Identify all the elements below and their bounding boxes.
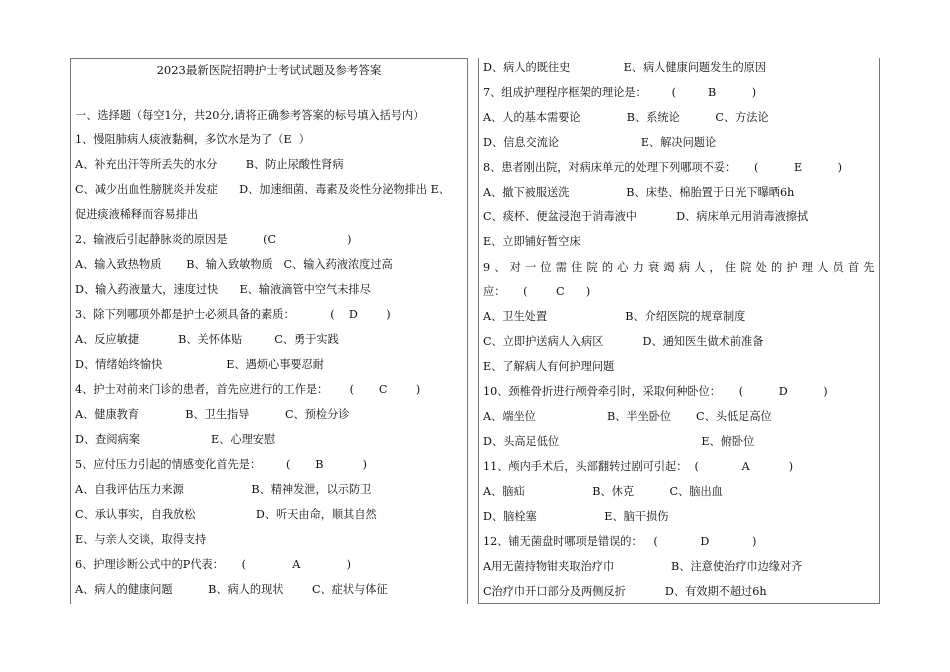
option-line: D、输入药液量大，速度过快 E、输液滴管中空气未排尽: [75, 283, 371, 296]
right-page-column: [478, 58, 880, 604]
option-line: D、脑栓塞 E、脑干损伤: [483, 510, 669, 523]
question-6: 6、护理诊断公式中的P代表： ( A ): [75, 558, 351, 571]
option-line: E、与亲人交谈，取得支持: [75, 533, 207, 546]
option-line: C、立即护送病人入病区 D、通知医生做术前准备: [483, 335, 764, 348]
option-line: A、健康教育 B、卫生指导 C、预检分诊: [75, 408, 350, 421]
option-line: D、查阅病案 E、心理安慰: [75, 433, 276, 446]
option-line: C、承认事实，自我放松 D、听天由命，顺其自然: [75, 508, 377, 521]
option-line: A、端坐位 B、半坐卧位 C、头低足高位: [483, 410, 772, 423]
option-line: A、补充出汗等所丢失的水分 B、防止尿酸性肾病: [75, 158, 344, 171]
option-line: A、反应敏捷 B、关怀体贴 C、勇于实践: [75, 333, 339, 346]
question-2: 2、输液后引起静脉炎的原因是 (C ): [75, 233, 352, 246]
option-line: C、痰杯、便盆浸泡于消毒液中 D、病床单元用消毒液擦拭: [483, 210, 809, 223]
option-line: D、情绪始终愉快 E、遇烦心事要忍耐: [75, 358, 324, 371]
option-line: A用无菌持物钳夹取治疗巾 B、注意使治疗巾边缘对齐: [483, 560, 803, 573]
option-line: A、卫生处置 B、介绍医院的规章制度: [483, 310, 746, 323]
question-9: 9、对一位需住院的心力衰竭病人，住院处的护理人员首先: [483, 261, 875, 274]
option-line: D、头高足低位 E、俯卧位: [483, 435, 755, 448]
option-line: E、立即铺好暂空床: [483, 235, 581, 248]
question-10: 10、颈椎骨折进行颅骨牵引时，采取何种卧位： ( D ): [483, 385, 828, 398]
question-8: 8、患者刚出院，对病床单元的处理下列哪项不妥： ( E ): [483, 161, 843, 174]
option-line: A、自我评估压力来源 B、精神发泄，以示防卫: [75, 483, 372, 496]
question-7: 7、组成护理程序框架的理论是： ( B ): [483, 86, 757, 99]
option-line: A、脑疝 B、休克 C、脑出血: [483, 485, 723, 498]
option-line: A、输入致热物质 B、输入致敏物质 C、输入药液浓度过高: [75, 258, 393, 271]
question-4: 4、护士对前来门诊的患者，首先应进行的工作是： ( C ): [75, 383, 421, 396]
option-line: D、病人的既往史 E、病人健康问题发生的原因: [483, 61, 767, 74]
option-line: 促进痰液稀释而容易排出: [75, 208, 199, 221]
question-3: 3、除下列哪项外都是护士必须具备的素质： ( D ): [75, 308, 391, 321]
option-line: A、人的基本需要论 B、系统论 C、方法论: [483, 111, 769, 124]
option-line: C治疗巾开口部分及两侧反折 D、有效期不超过6h: [483, 585, 767, 598]
section-heading: 一、选择题（每空1分，共20分,请将正确参考答案的标号填入括号内）: [75, 109, 425, 122]
left-page-column: [70, 58, 468, 604]
option-line: E、了解病人有何护理问题: [483, 360, 615, 373]
option-line: D、信息交流论 E、解决问题论: [483, 136, 717, 149]
option-line: A、病人的健康问题 B、病人的现状 C、症状与体征: [75, 583, 388, 596]
question-5: 5、应付压力引起的情感变化首先是： ( B ): [75, 458, 367, 471]
option-line: C、减少出血性膀胱炎并发症 D、加速细菌、毒素及炎性分泌物排出 E、: [75, 183, 451, 196]
question-11: 11、颅内手术后，头部翻转过剧可引起： ( A ): [483, 460, 794, 473]
question-1: 1、慢阻肺病人痰液黏稠，多饮水是为了（E ）: [75, 133, 310, 146]
option-line: A、撤下被服送洗 B、床垫、棉胎置于日光下曝晒6h: [483, 186, 795, 199]
question-12: 12、铺无菌盘时哪项是错误的： ( D ): [483, 535, 757, 548]
document-title: 2023最新医院招聘护士考试试题及参考答案: [156, 63, 382, 77]
question-9-continued: 应： ( C ): [483, 285, 591, 298]
